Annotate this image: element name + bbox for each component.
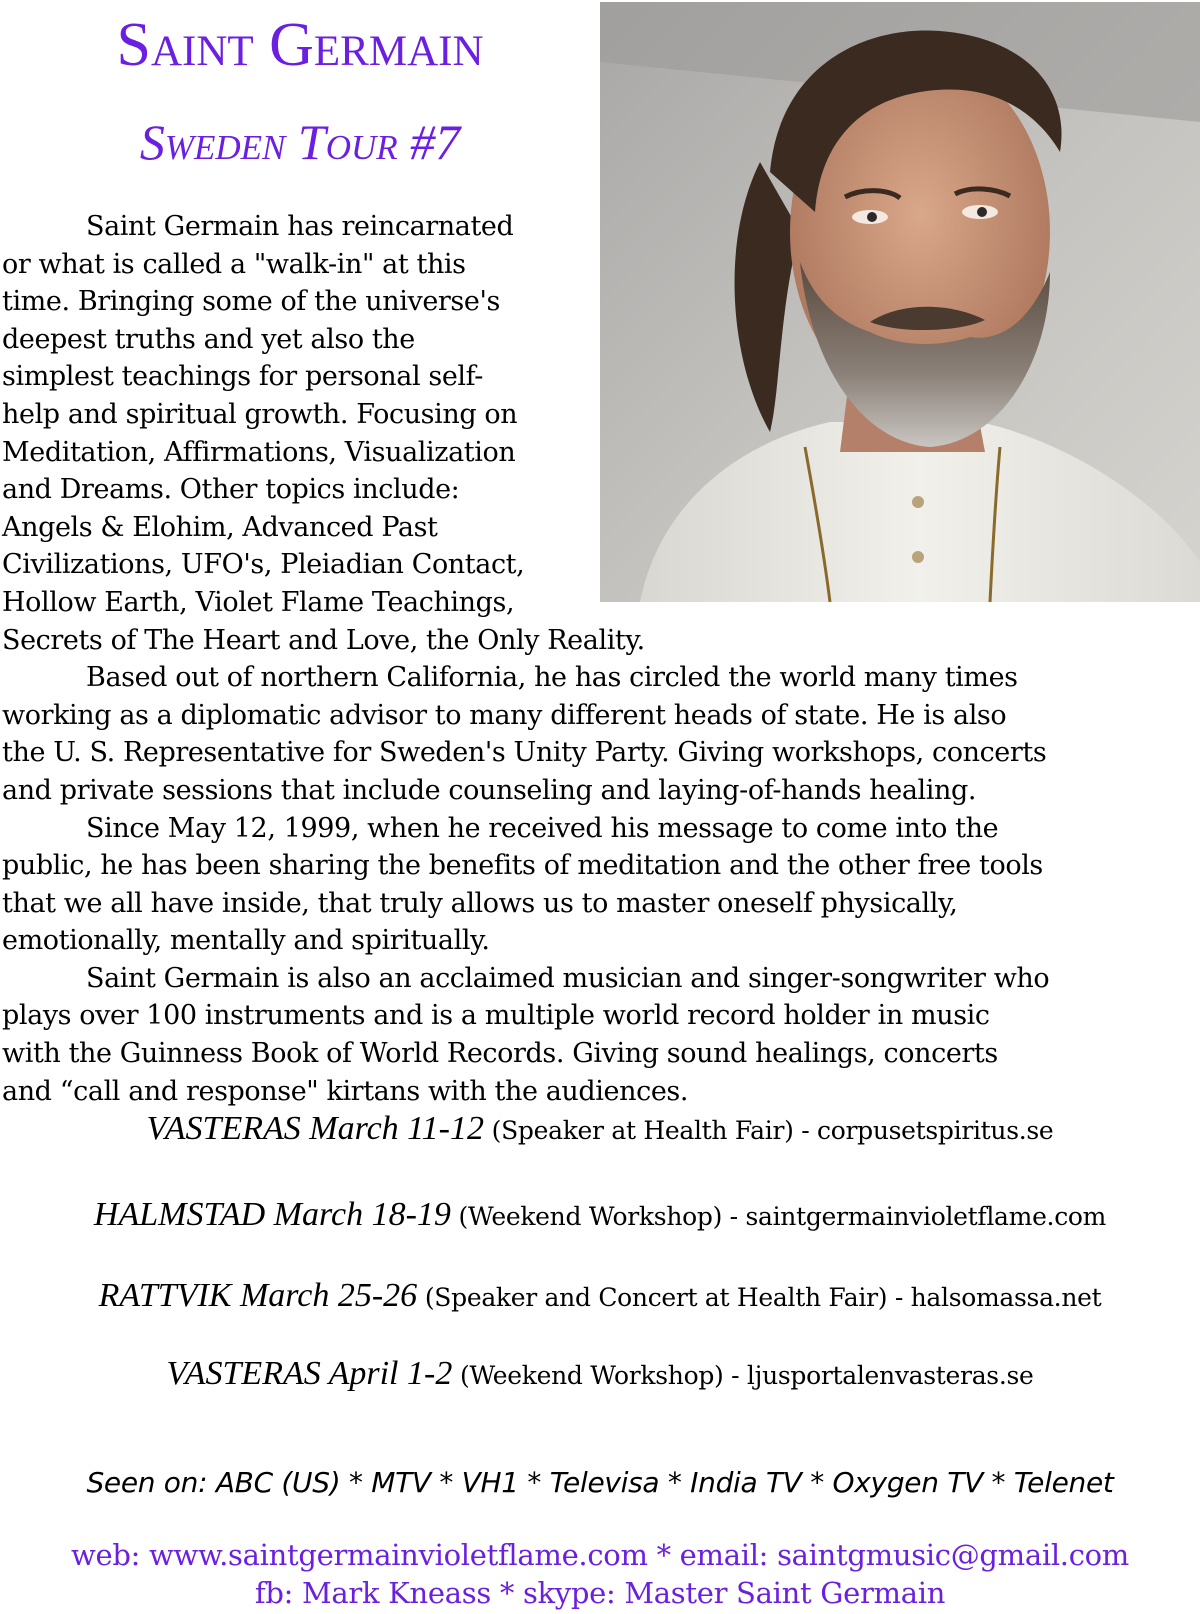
text-line: simplest teachings for personal self- (2, 361, 484, 393)
event-vasteras-april (0, 1355, 1200, 1393)
bio-paragraph-3 (2, 810, 1198, 960)
text-line: and Dreams. Other topics include: (2, 474, 460, 506)
page-subtitle: Sweden Tour #7 (139, 114, 461, 170)
bio-paragraph-1 (2, 208, 1198, 659)
text-line: deepest truths and yet also the (2, 323, 415, 355)
text-line: plays over 100 instruments and is a multiple world record holder in music (2, 1000, 990, 1032)
event-city-date: HALMSTAD March 18-19 (93, 1196, 451, 1233)
bio-paragraph-4 (2, 960, 1198, 1110)
text-line: the U. S. Representative for Sweden's Unity Party. Giving workshops, concerts (2, 737, 1047, 769)
event-detail: (Weekend Workshop) - ljusportalenvasteras.se (452, 1361, 1034, 1390)
text-line: Angels & Elohim, Advanced Past (2, 511, 438, 543)
event-city-date: RATTVIK March 25-26 (98, 1277, 418, 1314)
event-detail: (Speaker and Concert at Health Fair) - halsomassa.net (417, 1283, 1102, 1312)
contact-web-email: web: www.saintgermainvioletflame.com * email: saintgmusic@gmail.com (70, 1538, 1130, 1572)
text-line: help and spiritual growth. Focusing on (2, 398, 518, 430)
page-title: Saint Germain (116, 11, 484, 79)
text-line: Since May 12, 1999, when he received his message to come into the (86, 812, 999, 844)
text-line: and “call and response" kirtans with the audiences. (2, 1075, 689, 1107)
text-line: emotionally, mentally and spiritually. (2, 925, 490, 957)
text-line: Saint Germain has reincarnated (86, 211, 514, 242)
text-line: Saint Germain is also an acclaimed musician and singer-songwriter who (86, 962, 1050, 994)
event-rattvik (0, 1277, 1200, 1315)
event-detail: (Weekend Workshop) - saintgermainvioletflame.com (450, 1202, 1107, 1231)
text-line: or what is called a "walk-in" at this (2, 248, 466, 280)
text-line: time. Bringing some of the universe's (2, 286, 500, 318)
bio-text (2, 208, 1198, 1110)
bio-paragraph-2 (2, 659, 1198, 809)
text-line: Secrets of The Heart and Love, the Only Reality. (2, 624, 645, 656)
event-city-date: VASTERAS March 11-12 (146, 1110, 484, 1147)
contact-fb-skype: fb: Mark Kneass * skype: Master Saint Germain (254, 1576, 946, 1610)
text-line: Based out of northern California, he has circled the world many times (86, 662, 1018, 694)
text-line: with the Guinness Book of World Records. Giving sound healings, concerts (2, 1038, 998, 1070)
text-line: Meditation, Affirmations, Visualization (2, 436, 516, 468)
text-line: and private sessions that include counseling and laying-of-hands healing. (2, 774, 977, 806)
text-line: Hollow Earth, Violet Flame Teachings, (2, 586, 515, 618)
seen-on-line: Seen on: ABC (US) * MTV * VH1 * Televisa * India TV * Oxygen TV * Telenet (86, 1466, 1114, 1499)
event-detail: (Speaker at Health Fair) - corpusetspiritus.se (483, 1116, 1054, 1145)
event-city-date: VASTERAS April 1-2 (166, 1355, 453, 1392)
text-line: that we all have inside, that truly allows us to master oneself physically, (2, 887, 958, 919)
text-line: public, he has been sharing the benefits of meditation and the other free tools (2, 850, 1043, 882)
event-vasteras-march (0, 1110, 1200, 1148)
text-line: working as a diplomatic advisor to many different heads of state. He is also (2, 699, 1007, 731)
event-halmstad (0, 1196, 1200, 1234)
text-line: Civilizations, UFO's, Pleiadian Contact, (2, 549, 525, 581)
